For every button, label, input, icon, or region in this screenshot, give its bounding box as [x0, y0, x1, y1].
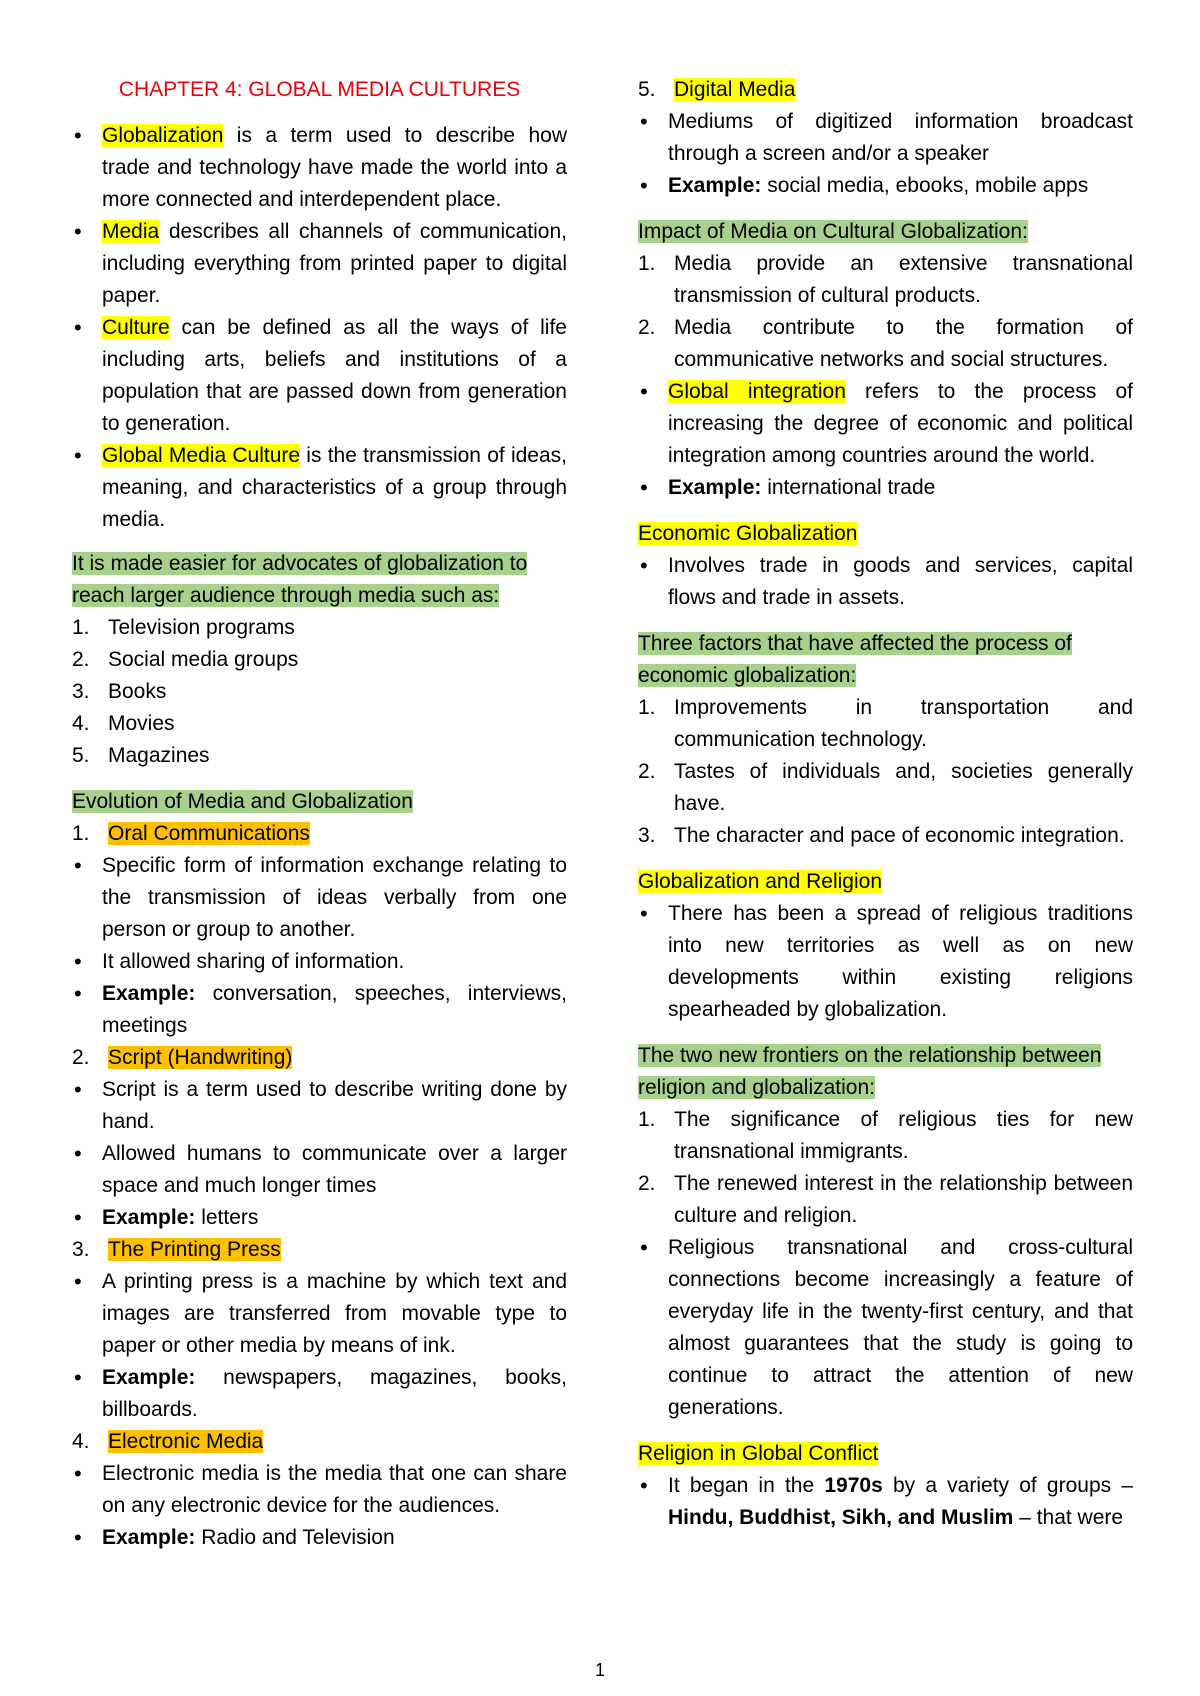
list-number: 5.	[72, 744, 90, 767]
page-number: 1	[594, 1660, 605, 1680]
list-item	[638, 1168, 1133, 1232]
list-item	[638, 1104, 1133, 1168]
example-label: Example:	[102, 1366, 196, 1389]
list-item	[72, 850, 567, 946]
economic-heading-text: Economic Globalization	[638, 522, 858, 545]
advocates-heading	[72, 548, 567, 612]
factors-heading-text: Three factors that have affected the process of economic globalization:	[638, 632, 1072, 687]
list-item	[72, 644, 567, 676]
bullet-text: Mediums of digitized information broadcast through a screen and/or a speaker	[668, 110, 1133, 165]
bullet-text: Specific form of information exchange relating to the transmission of ideas verbally from one person or group to another.	[102, 854, 567, 941]
step-2-bullets	[72, 1074, 567, 1234]
example-label: Example:	[668, 174, 762, 197]
step-title: The Printing Press	[108, 1238, 281, 1261]
list-number: 1.	[638, 252, 656, 275]
list-item	[72, 978, 567, 1042]
list-item-text: Improvements in transportation and communication technology.	[674, 696, 1133, 751]
list-item	[72, 1458, 567, 1522]
advocates-list	[72, 612, 567, 772]
list-number: 1.	[72, 616, 90, 639]
step-1-bullets	[72, 850, 567, 1042]
page-title: CHAPTER 4: GLOBAL MEDIA CULTURES	[118, 78, 521, 101]
list-item-text: The significance of religious ties for new transnational immigrants.	[674, 1108, 1133, 1163]
definition-global-media-culture	[72, 440, 567, 536]
step-number: 2.	[72, 1046, 90, 1069]
definition-text: refers to the process of increasing the degree of economic and political integration among countries around the world.	[668, 380, 1133, 467]
list-item	[72, 1362, 567, 1426]
list-item-text: Television programs	[108, 616, 295, 639]
impact-list	[638, 248, 1133, 376]
right-column	[638, 74, 1133, 1534]
step-4-bullets	[72, 1458, 567, 1554]
advocates-heading-text: It is made easier for advocates of globalization to reach larger audience through media such as:	[72, 552, 528, 607]
evolution-step-3	[72, 1234, 567, 1266]
term-culture: Culture	[102, 316, 170, 339]
evolution-step-2	[72, 1042, 567, 1074]
conflict-heading	[638, 1438, 1133, 1470]
step-title: Script (Handwriting)	[108, 1046, 293, 1069]
bullet-text: Allowed humans to communicate over a larger space and much longer times	[102, 1142, 567, 1197]
list-item	[72, 1202, 567, 1234]
list-number: 3.	[638, 824, 656, 847]
list-number: 2.	[638, 760, 656, 783]
list-item	[72, 1266, 567, 1362]
term-global-integration: Global integration	[668, 380, 846, 403]
bullet-text: Religious transnational and cross-cultural connections become increasingly a feature of everyday life in the twenty-first century, and that almost guarantees that the study is going to continue to attract the attention of new generations.	[668, 1236, 1133, 1419]
list-item	[638, 820, 1133, 852]
term-globalization: Globalization	[102, 124, 224, 147]
factors-heading	[638, 628, 1133, 692]
list-item-text: Tastes of individuals and, societies generally have.	[674, 760, 1133, 815]
definition-text: can be defined as all the ways of life including arts, beliefs and institutions of a population that are passed down from generation to generation.	[102, 316, 567, 435]
term-global-media-culture: Global Media Culture	[102, 444, 301, 467]
list-item	[72, 612, 567, 644]
step-number: 3.	[72, 1238, 90, 1261]
step-3-bullets	[72, 1266, 567, 1426]
frontiers-list	[638, 1104, 1133, 1232]
list-item	[638, 170, 1133, 202]
evolution-step-5	[638, 74, 1133, 106]
example-text: Radio and Television	[195, 1526, 395, 1549]
list-item	[638, 898, 1133, 1026]
impact-heading-text: Impact of Media on Cultural Globalization:	[638, 220, 1028, 243]
frontiers-bullets	[638, 1232, 1133, 1424]
list-item-text: Media contribute to the formation of communicative networks and social structures.	[674, 316, 1133, 371]
step-5-bullets	[638, 106, 1133, 202]
frontiers-heading-text: The two new frontiers on the relationship between religion and globalization:	[638, 1044, 1102, 1099]
religion-heading	[638, 866, 1133, 898]
bullet-text: A printing press is a machine by which text and images are transferred from movable type to paper or other media by means of ink.	[102, 1270, 567, 1357]
list-item-text: The character and pace of economic integration.	[674, 824, 1125, 847]
list-number: 3.	[72, 680, 90, 703]
intro-definitions	[72, 120, 567, 536]
list-item	[638, 550, 1133, 614]
list-number: 1.	[638, 696, 656, 719]
evolution-heading-text: Evolution of Media and Globalization	[72, 790, 413, 813]
economic-bullets	[638, 550, 1133, 614]
example-text: newspapers, magazines, books, billboards.	[102, 1366, 567, 1421]
example-label: Example:	[668, 476, 762, 499]
definition-text: is the transmission of ideas, meaning, and characteristics of a group through media.	[102, 444, 567, 531]
step-number: 4.	[72, 1430, 90, 1453]
example-label: Example:	[102, 1206, 196, 1229]
step-title: Digital Media	[674, 78, 796, 101]
bullet-bold-text: Hindu, Buddhist, Sikh, and Muslim	[668, 1506, 1014, 1529]
list-number: 1.	[638, 1108, 656, 1131]
step-title: Electronic Media	[108, 1430, 264, 1453]
example-text: social media, ebooks, mobile apps	[761, 174, 1089, 197]
list-item-text: Movies	[108, 712, 175, 735]
list-item	[638, 376, 1133, 472]
list-item	[72, 1074, 567, 1138]
example-text: letters	[195, 1206, 259, 1229]
list-item-text: The renewed interest in the relationship between culture and religion.	[674, 1172, 1133, 1227]
evolution-step-4	[72, 1426, 567, 1458]
evolution-heading	[72, 786, 567, 818]
impact-heading	[638, 216, 1133, 248]
definition-globalization	[72, 120, 567, 216]
definition-culture	[72, 312, 567, 440]
example-text: international trade	[761, 476, 936, 499]
list-item	[72, 1138, 567, 1202]
bullet-text: It allowed sharing of information.	[102, 950, 405, 973]
economic-heading	[638, 518, 1133, 550]
bullet-text: There has been a spread of religious traditions into new territories as well as on new developments within existing religions spearheaded by globalization.	[668, 902, 1133, 1021]
example-label: Example:	[102, 982, 196, 1005]
example-text: conversation, speeches, interviews, meetings	[102, 982, 567, 1037]
step-title: Oral Communications	[108, 822, 310, 845]
impact-bullets	[638, 376, 1133, 504]
term-media: Media	[102, 220, 160, 243]
definition-text: describes all channels of communication, including everything from printed paper to digital paper.	[102, 220, 567, 307]
factors-list	[638, 692, 1133, 852]
conflict-bullets	[638, 1470, 1133, 1534]
bullet-text: Script is a term used to describe writing done by hand.	[102, 1078, 567, 1133]
list-item	[72, 708, 567, 740]
bullet-text: by a variety of groups –	[882, 1474, 1133, 1497]
list-number: 2.	[638, 1172, 656, 1195]
bullet-bold-text: 1970s	[824, 1474, 883, 1497]
list-item	[638, 312, 1133, 376]
frontiers-heading	[638, 1040, 1133, 1104]
list-item	[638, 106, 1133, 170]
religion-bullets	[638, 898, 1133, 1026]
list-number: 4.	[72, 712, 90, 735]
conflict-heading-text: Religion in Global Conflict	[638, 1442, 879, 1465]
list-item	[638, 248, 1133, 312]
bullet-text: It began in the	[668, 1474, 825, 1497]
list-item-text: Magazines	[108, 744, 210, 767]
list-item	[638, 756, 1133, 820]
list-item	[638, 692, 1133, 756]
bullet-text: Involves trade in goods and services, capital flows and trade in assets.	[668, 554, 1133, 609]
example-label: Example:	[102, 1526, 196, 1549]
list-item	[72, 946, 567, 978]
list-item-text: Social media groups	[108, 648, 299, 671]
list-number: 2.	[72, 648, 90, 671]
definition-media	[72, 216, 567, 312]
list-item	[638, 472, 1133, 504]
list-number: 2.	[638, 316, 656, 339]
step-number: 5.	[638, 78, 656, 101]
list-item-text: Media provide an extensive transnational transmission of cultural products.	[674, 252, 1133, 307]
list-item	[72, 740, 567, 772]
step-number: 1.	[72, 822, 90, 845]
bullet-text: Electronic media is the media that one can share on any electronic device for the audiences.	[102, 1462, 567, 1517]
bullet-text: – that were	[1013, 1506, 1124, 1529]
evolution-step-1	[72, 818, 567, 850]
list-item-text: Books	[108, 680, 167, 703]
list-item	[638, 1470, 1133, 1534]
religion-heading-text: Globalization and Religion	[638, 870, 882, 893]
list-item	[72, 1522, 567, 1554]
list-item	[72, 676, 567, 708]
definition-text: is a term used to describe how trade and technology have made the world into a more connected and interdependent place.	[102, 124, 567, 211]
left-column	[72, 74, 567, 1554]
list-item	[638, 1232, 1133, 1424]
